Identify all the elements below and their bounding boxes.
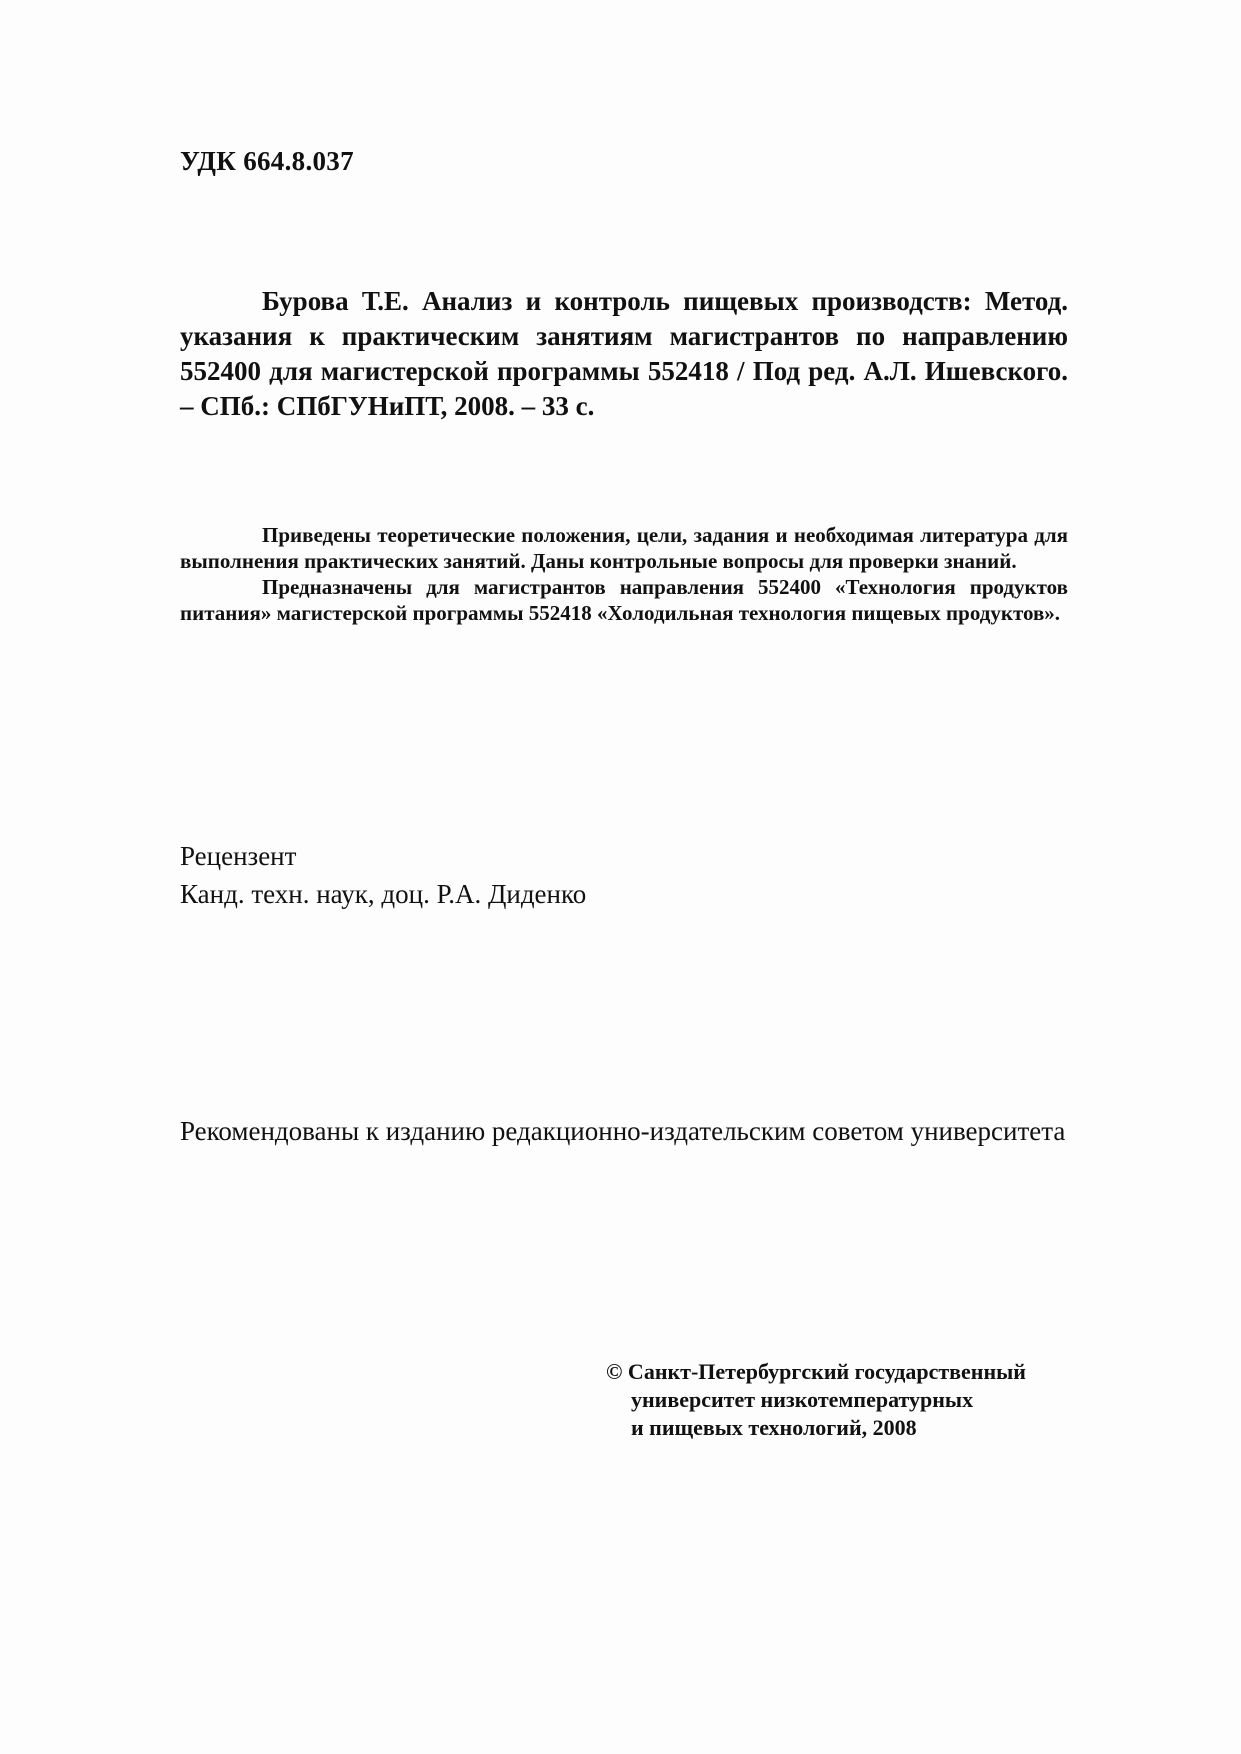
reviewer-name: Канд. техн. наук, доц. Р.А. Диденко (180, 879, 587, 909)
abstract-paragraph: Предназначены для магистрантов направления 552400 «Технология продуктов питания» магистерской программы 552418 «Холодильная технология пищевых продуктов». (180, 575, 1068, 625)
copyright-block (606, 1358, 1026, 1442)
reviewer-heading: Рецензент (180, 841, 297, 871)
abstract (180, 522, 1068, 626)
abstract-paragraph: Приведены теоретические положения, цели, задания и необходимая литература для выполнения практических занятий. Даны контрольные вопросы для проверки знаний. (180, 523, 1068, 573)
copyright-line: © Санкт-Петербургский государственный (606, 1359, 1026, 1384)
copyright-line: университет низкотемпературных (631, 1387, 974, 1412)
reviewer-block (180, 837, 586, 913)
udk-code: УДК 664.8.037 (180, 146, 354, 176)
recommendation-note: Рекомендованы к изданию редакционно-издательским советом университета (180, 1116, 1066, 1146)
copyright-line: и пищевых технологий, 2008 (631, 1415, 917, 1440)
bibliographic-entry: Бурова Т.Е. Анализ и контроль пищевых производств: Метод. указания к практическим занятиям магистрантов по направлению 552400 для магистерской программы 552418 / Под ред. А.Л. Ишевского. – СПб.: СПбГУНиПТ, 2008. – 33 с. (180, 286, 1068, 421)
